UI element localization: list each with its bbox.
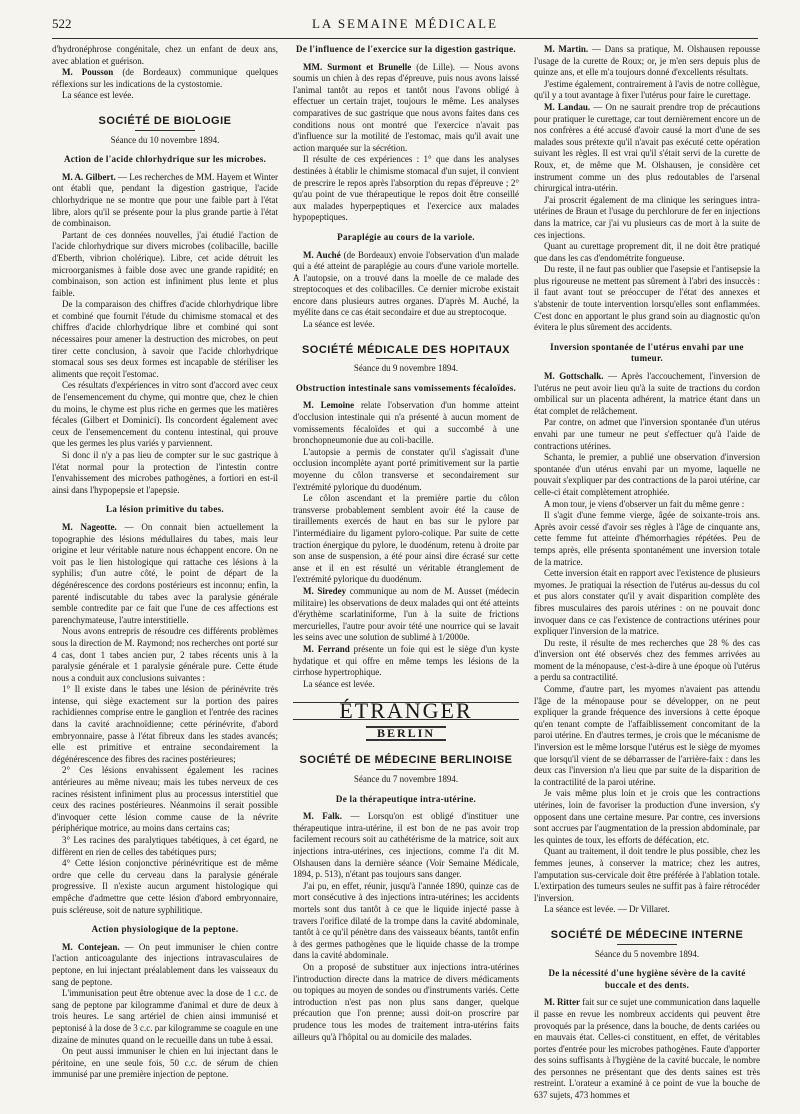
paragraph-text: — On ne saurait prendre trop de précautions pour pratiquer le curettage, car tout dernièrement encore un de nos confrères a été accusé d'avoir causé la mort d'une de ses malades sous prétexte qu'il n'avait pas exécuté cette opération suivant les règles. Il est vrai qu'il s'était servi de la curette de Roux, et, de même que M. Olshausen, je considère cet instrument comme un des plus redoutables de l'arsenal chirurgical intra-utérin. (534, 101, 760, 194)
paragraph (293, 400, 519, 446)
session-date: Séance du 7 novembre 1894. (353, 774, 459, 785)
section-title: SOCIÉTÉ DE MÉDECINE INTERNE (550, 928, 744, 941)
paragraph (52, 172, 278, 230)
speaker-name: M. Ritter (544, 997, 580, 1008)
paragraph: J'ai pu, en effet, réunir, jusqu'à l'année 1890, quinze cas de mort consécutive à des injections intra-utérines; les accidents mortels sont dus tantôt à ce que le liquide injecté passe à travers l'orifice dilaté de la trompe dans la cavité abdominale, tantôt à ce qu'il pénètre dans des vaisseaux béants, tantôt enfin à des germes pathogènes que le liquide chasse de la trompe dans la cavité abdominale. (293, 880, 519, 961)
paragraph: Ces résultats d'expériences in vitro sont d'accord avec ceux de l'ensemencement du chyme, qui montre que, chez le chien du moins, le chyme est plus riche en germes que les matières fécales (Gilbert et Dominici). Ils concordent également avec ceux de l'ensemencement du contenu intestinal, qui prouve que les germes les plus variés y parviennent. (52, 380, 278, 449)
paragraph-text: — Dans sa pratique, M. Olshausen repousse l'usage de la curette de Roux; or, je m'en sers depuis plus de quinze ans, et elle m'a toujours donné d'excellents résultats. (534, 44, 760, 78)
paragraph-text: — Les recherches de MM. Hayem et Winter ont établi que, pendant la digestion gastrique, l'acide chlorhydrique ne se montre que pour une faible part à l'état libre, alors qu'il se présente pour la plus grande partie à l'état de combinaison. (52, 171, 278, 229)
speaker-name: M. Siredey (303, 585, 347, 596)
divider (376, 358, 436, 359)
speaker-name: M. Falk. (303, 811, 342, 822)
section-title: SOCIÉTÉ DE BIOLOGIE (98, 114, 232, 127)
column-1 (52, 44, 278, 1104)
speaker-name: M. Auché (303, 249, 341, 260)
divider (135, 130, 195, 131)
subheading: Action physiologique de la peptone. (91, 924, 239, 935)
paragraph-text: (de Bordeaux) envoie l'observation d'un malade qui a été atteint de paraplégie au cours d'une variole mortelle. A l'autopsie, on a trouvé dans la moelle de ce malade des streptocoques et des colibacilles. Ce dernier microbe existait encore dans plusieurs autres organes. D'après M. Auché, la myélite dans ce cas était secondaire et due au streptocoque. (293, 249, 519, 318)
speaker-name: M. Pousson (62, 67, 114, 78)
speaker-name: M. Lemoine (303, 400, 355, 411)
paragraph (534, 371, 760, 417)
column-3 (534, 44, 760, 1104)
paragraph: La séance est levée. — Dr Villaret. (544, 904, 670, 915)
paragraph: d'hydronéphrose congénitale, chez un enfant de deux ans, avec ablation et guérison. (52, 44, 278, 66)
session-date: Séance du 5 novembre 1894. (594, 948, 700, 959)
paragraph-text: — Lorsqu'on est obligé d'instituer une thérapeutique intra-utérine, il est bon de ne pas avoir trop facilement recours soit au cathétérisme de la matrice, soit aux injections intra-utérines, ces injections, comme l'a dit M. Olshausen dans la dernière séance (Voir Semaine Médicale, 1894, p. 513), n'étant pas toujours sans danger. (293, 811, 519, 880)
subheading: Paraplégie au cours de la variole. (337, 231, 475, 242)
paragraph-text: (de Lille). — Nous avons soumis un chien à des repas d'épreuve, puis nous avons laissé l'animal tantôt au repos et tantôt nous l'avons obligé à effectuer un certain trajet, toujours le même. Les analyses comparatives de suc gastrique que nous avons faites dans ces conditions nous ont montré que l'exercice n'avait pas d'influence sur la motilité de l'estomac, mais qu'il avait une action marquée sur la sécrétion. (293, 61, 519, 153)
speaker-name: M. Martin. (544, 44, 589, 54)
paragraph-text: communique au nom de M. Ausset (médecin militaire) les observations de deux malades qui ont été atteints d'érythème scarlatiniforme, l'un à la suite de frictions mercurielles, l'autre pour avoir tété une nourrice qui se lavait les seins avec une solution de sublimé à 1/2000e. (293, 585, 519, 643)
section-title: SOCIÉTÉ MÉDICALE DES HOPITAUX (301, 343, 511, 356)
subheading: De la thérapeutique intra-utérine. (335, 793, 477, 804)
subheading: Action de l'acide chlorhydrique sur les microbes. (63, 154, 267, 165)
paragraph: Comme, d'autre part, les myomes n'avaient pas attendu l'âge de la ménopause pour se développer, on ne peut expliquer la grande fréquence des inversions à cette époque qu'en tenant compte de l'affaiblissement concomitant de la paroi utérine. En d'autres termes, je crois que le mécanisme de l'inversion est le même lorsque l'utérus est le siège de myomes que lorsqu'il vient de se débarrasser de l'arrière-faix : dans les deux cas l'inversion n'a lieu que par suite de la disparition de la contractilité de la paroi utérine. (534, 684, 760, 787)
paragraph: La séance est levée. (62, 90, 134, 101)
paragraph: Cette inversion était en rapport avec l'existence de plusieurs myomes. Je pratiquai la résection de l'utérus au-dessus du col et pus alors constater qu'il y avait disparition complète des fibres musculaires des parois utérines : on ne pouvait donc invoquer dans ce cas l'existence de contractions utérines pour expliquer l'inversion de la matrice. (534, 568, 760, 637)
speaker-name: M. Nageotte. (62, 521, 117, 532)
paragraph-text: relate l'observation d'un homme atteint d'occlusion intestinale qui n'a présenté à aucun moment de vomissements fécaloïdes et qui a succombé à une bronchopneumonie due au coli-bacille. (293, 400, 519, 446)
paragraph: Quant au traitement, il doit tendre le plus possible, chez les femmes jeunes, à conserver la matrice; chez les autres, l'amputation sus-cervicale doit être préférée à l'ablation totale. L'extirpation des tumeurs seules ne suffit pas à faire rétrocéder l'inversion. (534, 846, 760, 903)
paragraph: La séance est levée. (303, 678, 375, 689)
paragraph: J'estime également, contrairement à l'avis de notre collègue, qu'il y a tout avantage à fixer l'utérus pour faire le curettage. (534, 78, 760, 101)
speaker-name: M. A. Gilbert. (62, 171, 116, 182)
paragraph (534, 102, 760, 195)
paragraph: A mon tour, je viens d'observer un fait du même genre : (544, 498, 745, 509)
speaker-name: M. Ferrand (303, 643, 350, 654)
column-2 (293, 44, 519, 1104)
paragraph: 3° Les racines des paralytiques tabétiques, à cet égard, ne diffèrent en rien de celles des tabétiques purs; (52, 835, 278, 857)
paragraph: 1° Il existe dans le tabes une lésion de périnévrite très intense, qui siège exactement sur la portion des paires rachidiennes comprise entre le ganglion et l'entrée des racines dans la cavité arachnoïdienne; cette périnévrite, d'abord embryonnaire, passe à l'état fibreux dans les stades avancés; elle est primitive et entraine secondairement la dégénérescence des fibres des racines postérieures; (52, 684, 278, 764)
subheading: La lésion primitive du tabes. (106, 504, 224, 515)
paragraph: Schanta, le premier, a publié une observation d'inversion spontanée d'un utérus envahi par un myome, laquelle ne pouvait s'expliquer par des contractions de la paroi utérine, car celle-ci était complètement atrophiée. (534, 452, 760, 497)
paragraph: Il résulte de ces expériences : 1° que dans les analyses destinées à établir le chimisme stomacal d'un sujet, il convient de prescrire le repos après l'absorption du repas d'épreuve ; 2° qu'au point de vue thérapeutique le repos doit être conseillé aux malades hyperpeptiques et l'exercice aux malades hypopeptiques. (293, 154, 519, 223)
paragraph (534, 44, 760, 79)
paragraph: On peut aussi immuniser le chien en lui injectant dans le péritoine, en une seule fois, 50 c.c. de sérum de chien immunisé par une première injection de peptone. (52, 1046, 278, 1080)
section-title: SOCIÉTÉ DE MÉDECINE BERLINOISE (299, 754, 513, 767)
paragraph: De la comparaison des chiffres d'acide chlorhydrique libre et combiné que fournit l'étude du chimisme stomacal et des chiffres d'acide chlorhydrique libre et combiné qui sont nécessaires pour amener la destruction des microbes, on peut tirer cette conclusion, à savoir que l'acide chlorhydrique stomacal sous ses deux formes est incapable de stériliser les aliments que reçoit l'estomac. (52, 299, 278, 379)
paragraph: 4° Cette lésion conjonctive périnévritique est de même ordre que celle du cerveau dans la paralysie générale progressive. Il n'existe aucun argument histologique qui empêche d'admettre que cette lésion d'abord embryonnaire, puis scléreuse, soit de nature syphilitique. (52, 858, 278, 915)
paragraph: Il s'agit d'une femme vierge, âgée de soixante-trois ans. Après avoir cessé d'avoir ses règles à l'âge de cinquante ans, cette femme fut atteinte d'hémorrhagies répétées. Peu de temps après, elle présenta spontanément une inversion totale de la matrice. (534, 510, 760, 567)
paragraph: L'immunisation peut être obtenue avec la dose de 1 c.c. de sang de peptone par kilogramme d'animal et dure de deux à trois heures. Le sang artériel de chien ainsi immunisé et peptonisé à la dose de 3 c.c. par kilogramme se coagule en une dizaine de minutes quand on le recueille dans un tube à essai. (52, 988, 278, 1045)
subheading: Obstruction intestinale sans vomissements fécaloïdes. (295, 382, 517, 393)
paragraph: Du reste, il résulte de mes recherches que 28 % des cas d'inversion ont été observés chez des femmes arrivées au moment de la ménopause, c'est-à-dire à une époque où l'utérus a perdu sa contractilité. (534, 637, 760, 683)
paragraph-text: — Après l'accouchement, l'inversion de l'utérus ne peut avoir lieu qu'à la suite de tractions du cordon ombilical sur un placenta adhérent, la matrice étant dans un état complet de relâchement. (534, 371, 760, 416)
section-banner: ÉTRANGER (293, 702, 519, 720)
paragraph-text: (de Bordeaux) communique quelques réflexions sur les indications de la cystostomie. (52, 67, 278, 89)
page-header (52, 10, 758, 39)
speaker-name: M. Landau. (544, 101, 591, 112)
speaker-name: M. Contejean. (62, 941, 120, 952)
speaker-name: M. Gottschalk. (544, 371, 604, 382)
session-date: Séance du 9 novembre 1894. (353, 363, 459, 374)
journal-title: LA SEMAINE MÉDICALE (311, 16, 499, 31)
paragraph (293, 811, 519, 881)
divider (376, 769, 436, 770)
paragraph: 2° Ces lésions envahissent également les racines antérieures au même niveau; mais les tubes nerveux de ces racines résistent infiniment plus au processus interstitiel que ceux des racines postérieures. Néanmoins il serait possible d'invoquer cette lésion comme cause de la névrite périphérique motrice, au moins dans certains cas; (52, 765, 278, 834)
paragraph (293, 250, 519, 320)
paragraph (52, 522, 278, 626)
paragraph (534, 997, 760, 1101)
paragraph: Si donc il n'y a pas lieu de compter sur le suc gastrique à l'état normal pour la protection de l'intestin contre l'envahissement des microbes pathogènes, a fortiori en est-il ainsi dans l'hypopepsie et l'apepsie. (52, 450, 278, 495)
speaker-name: MM. Surmont et Brunelle (303, 61, 412, 72)
paragraph-text: — On peut immuniser le chien contre l'action anticoagulante des injections intravasculaires de peptone, en lui injectant préalablement dans les vaisseaux du sang de peptone. (52, 941, 278, 987)
subheading: De l'influence de l'exercice sur la digestion gastrique. (296, 44, 516, 54)
paragraph: Je vais même plus loin et je crois que les contractions utérines, loin de favoriser la production d'une inversion, s'y opposent dans une certaine mesure. Par contre, ces inversions sont accrues par l'augmentation de la pression abdominale, par les quintes de toux, les efforts de défécation, etc. (534, 788, 760, 845)
subheading: Inversion spontanée de l'utérus envahi par une tumeur. (550, 341, 744, 364)
paragraph: Le côlon ascendant et la première partie du côlon transverse probablement semblent avoir été la cause de tiraillements exercés de haut en bas sur le pylore par l'intermédiaire du ligament pyloro-colique. Par suite de cette traction énergique du pylore, le duodénum, retenu à droite par son anse de suspension, a été pour ainsi dire écrasé sur cette anse et il en est résulté un véritable étranglement de l'extrémité pylorique du duodénum. (293, 493, 519, 585)
subheading: De la nécessité d'une hygiène sévère de la cavité buccale et des dents. (548, 968, 746, 990)
paragraph (293, 586, 519, 644)
city-heading: BERLIN (366, 726, 446, 742)
paragraph (293, 62, 519, 155)
paragraph: La séance est levée. (303, 319, 375, 330)
paragraph (52, 942, 278, 988)
paragraph: On a proposé de substituer aux injections intra-utérines l'introduction directe dans la matrice de divers médicaments ou topiques au moyen de sondes ou d'instruments variés. Cette introduction n'est pas non plus sans danger, quelque précaution que l'on prenne; aussi doit-on proscrire par prudence tous les modes de traitement intra-utérins faits ailleurs qu'à l'hôpital ou au domicile des malades. (293, 961, 519, 1042)
paragraph-text: fait sur ce sujet une communication dans laquelle il passe en revue les nombreux accidents qui peuvent être provoqués par la présence, dans la bouche, de dents cariées ou en mauvais état. Celles-ci constituent, en effet, de véritables portes d'entrée pour les microbes pathogènes. Faute d'apporter des soins suffisants à l'hygiène de la cavité buccale, le nombre des personnes ne présentant que des dents saines est très restreint. L'orateur a examiné à ce point de vue la bouche de 637 sujets, 473 hommes et (534, 997, 760, 1101)
paragraph-text: — On connait bien actuellement la topographie des lésions médullaires du tabes, mais leur origine et leur véritable nature nous échappent encore. On ne voit pas le lien histologique qui rattache ces lésions à la syphilis; d'un autre côté, le point de départ de la dégénérescence des cordons postérieurs est inconnu; enfin, la parenté indiscutable du tabes avec la paralysie générale semble contredite par ce fait que l'une de ces affections est parenchymateuse, l'autre interstitielle. (52, 521, 278, 625)
paragraph: Partant de ces données nouvelles, j'ai étudié l'action de l'acide chlorhydrique sur divers microbes (colibacille, bacille d'Eberth, vibrion cholérique). Libre, cet acide détruit les microorganismes à faible dose avec une grande rapidité; en combinaison, son action est infiniment plus lente et plus faible. (52, 229, 278, 298)
session-date: Séance du 10 novembre 1894. (110, 134, 220, 145)
page-number: 522 (52, 16, 72, 31)
paragraph-text: présente un foie qui est le siège d'un kyste hydatique et qui offre en même temps les lésions de la cirrhose hypertrophique. (293, 643, 519, 678)
paragraph: J'ai proscrit également de ma clinique les seringues intra-utérines de Braun et l'usage du perchlorure de fer en injections dans la matrice, car j'ai vu plusieurs cas de mort à la suite de ces injections. (534, 194, 760, 240)
paragraph: Quant au curettage proprement dit, il ne doit être pratiqué que dans les cas d'endométrite fongueuse. (534, 241, 760, 263)
paragraph (293, 644, 519, 679)
paragraph (52, 67, 278, 90)
paragraph: Nous avons entrepris de résoudre ces différents problèmes sous la direction de M. Raymond; nos recherches ont porté sur 4 cas, dont 1 tabes ancien pur, 2 tabes récents unis à la paralysie générale et 1 paralysie générale pure. Cette étude nous a conduit aux conclusions suivantes : (52, 626, 278, 683)
paragraph: Par contre, on admet que l'inversion spontanée d'un utérus envahi par une tumeur ne peut s'effectuer qu'à l'aide de contractions utérines. (534, 417, 760, 451)
paragraph: L'autopsie a permis de constater qu'il s'agissait d'une occlusion incomplète ayant porté primitivement sur la partie moyenne du côlon transverse et secondairement sur l'extrémité pylorique du duodénum. (293, 446, 519, 492)
paragraph: Du reste, il ne faut pas oublier que l'asepsie et l'antisepsie la plus rigoureuse ne mettent pas sûrement à l'abri des insuccès : il faut avant tout se préoccuper de l'état des annexes et s'abstenir de toute intervention lorsqu'elles sont enflammées. C'est donc en apportant le plus grand soin au diagnostic qu'on évitera le plus sûrement des accidents. (534, 264, 760, 333)
divider (617, 944, 677, 945)
